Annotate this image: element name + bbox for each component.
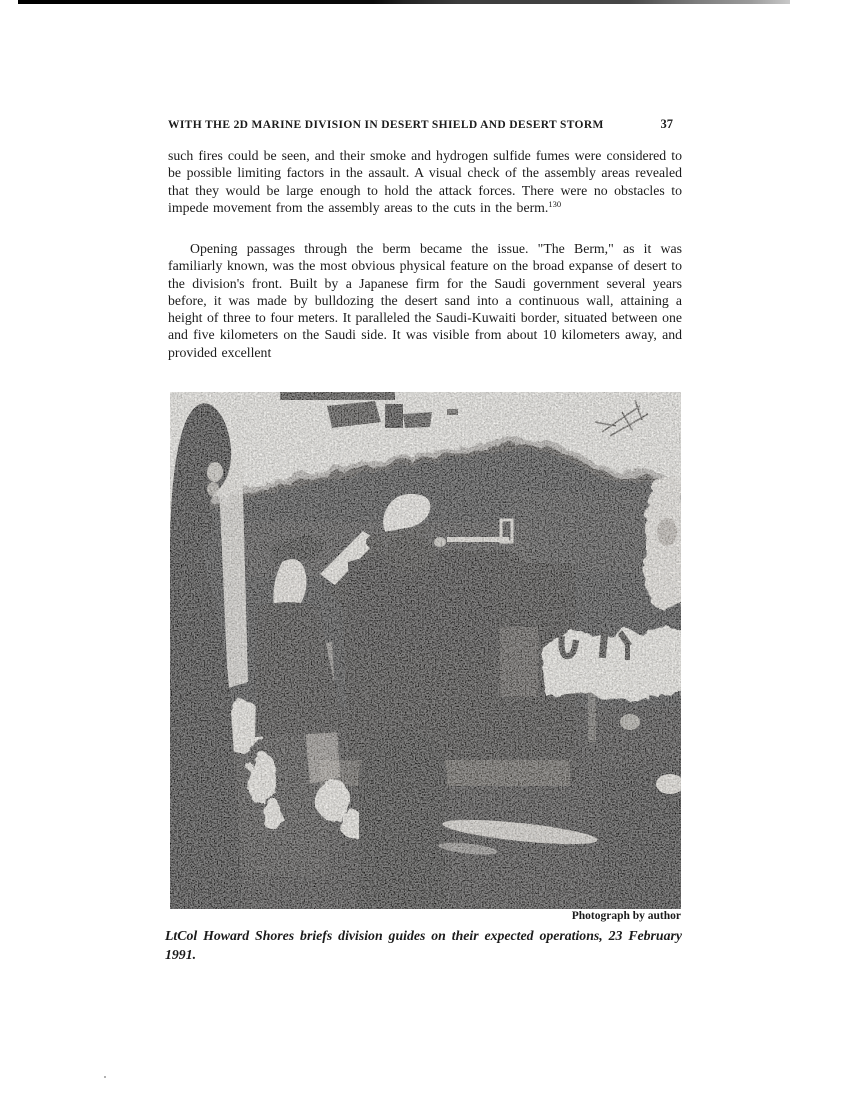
running-header [168,117,681,132]
scan-speck [104,1076,106,1078]
paragraph-2: Opening passages through the berm became the issue. "The Berm," as it was familiarly known, was the most obvious physical feature on the broad expanse of desert to the division's front. Built by a Japanese firm for the Saudi government several years before, it was made by bulldozing the desert sand into a continuous wall, attaining a height of three to four meters. It paralleled the Saudi-Kuwaiti border, situated between one and five kilometers on the Saudi side. It was visible from about 10 kilometers away, and provided excellent [168,241,682,360]
photo-credit: Photograph by author [571,910,681,922]
running-title: WITH THE 2D MARINE DIVISION IN DESERT SHIELD AND DESERT STORM [168,119,604,131]
paragraph-1-text: such fires could be seen, and their smoke and hydrogen sulfide fumes were considered to be possible limiting factors in the assault. A visual check of the assembly areas revealed that they would be large enough to hold the attack forces. There were no obstacles to impede movement from the assembly areas to the cuts in the berm. [168,148,682,215]
halftone-photo-briefing [170,392,681,909]
paragraph-1 [168,147,682,216]
footnote-marker-130: 130 [548,198,562,209]
page-number: 37 [660,117,673,131]
scan-artifact-top-edge [18,0,790,4]
photo-figure [170,392,681,909]
photo-caption: LtCol Howard Shores briefs division guides on their expected operations, 23 February 1991. [165,928,682,962]
